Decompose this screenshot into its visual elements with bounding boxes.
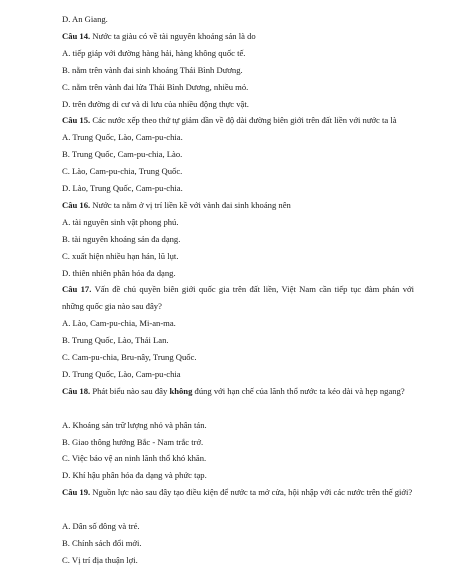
question-15 xyxy=(62,115,397,126)
answer-line: C. xuất hiện nhiều hạn hán, lũ lụt. xyxy=(62,250,179,261)
question-label: Câu 19. xyxy=(62,487,91,498)
question-emphasis: không xyxy=(169,385,193,396)
question-18 xyxy=(62,383,414,400)
answer-line: D. Khí hậu phân hóa đa dạng và phức tạp. xyxy=(62,470,207,481)
answer-line: B. Chính sách đổi mới. xyxy=(62,537,142,548)
answer-line: C. Vị trí địa thuận lợi. xyxy=(62,554,138,565)
question-label: Câu 17. xyxy=(62,284,92,295)
answer-line: B. nằm trên vành đai sinh khoáng Thái Bình Dương. xyxy=(62,64,243,75)
question-text: Các nước xếp theo thứ tự giảm dần về độ dài đường biên giới trên đất liền với nước ta là xyxy=(90,115,397,126)
answer-line: A. Dân số đông và trẻ. xyxy=(62,521,140,531)
question-text: Nước ta nằm ở vị trí liền kề với vành đai sinh khoáng nên xyxy=(90,199,291,210)
question-text: Phát biểu nào sau đây xyxy=(90,385,170,396)
answer-line: A. Trung Quốc, Lào, Cam-pu-chia. xyxy=(62,132,183,143)
answer-line: C. nằm trên vành đai lửa Thái Bình Dương, nhiều mỏ. xyxy=(62,81,249,92)
question-label: Câu 18. xyxy=(62,385,91,396)
answer-line: D. Trung Quốc, Lào, Cam-pu-chia xyxy=(62,368,181,379)
question-19 xyxy=(62,484,414,501)
answer-line: D. thiên nhiên phân hóa đa dạng. xyxy=(62,267,176,278)
answer-line: C. Việc bảo vệ an ninh lãnh thổ khó khăn. xyxy=(62,453,207,464)
question-label: Câu 15. xyxy=(62,115,91,126)
question-label: Câu 16. xyxy=(62,199,91,210)
answer-line: B. Trung Quốc, Lào, Thái Lan. xyxy=(62,335,169,346)
question-text: Vấn đề chủ quyền biên giới quốc gia trên đất liền, Việt Nam cần tiếp tục đàm phán với những quốc gia nào sau đây? xyxy=(62,284,414,312)
question-17 xyxy=(62,281,414,315)
question-16 xyxy=(62,200,291,211)
answer-line: A. tiếp giáp với đường hàng hải, hàng không quốc tế. xyxy=(62,47,246,58)
answer-line: B. Trung Quốc, Cam-pu-chia, Lào. xyxy=(62,149,183,160)
question-text: Nước ta giàu có về tài nguyên khoáng sản là do xyxy=(90,30,256,41)
answer-line: A. tài nguyên sinh vật phong phú. xyxy=(62,216,179,227)
answer-line: D. trên đường di cư và di lưu của nhiều động thực vật. xyxy=(62,98,249,109)
answer-line: D. Lào, Trung Quốc, Cam-pu-chia. xyxy=(62,183,183,193)
answer-line: A. Khoáng sản trữ lượng nhỏ và phân tán. xyxy=(62,419,207,430)
answer-line: B. Giao thông hướng Bắc - Nam trắc trở. xyxy=(62,436,204,447)
question-label: Câu 14. xyxy=(62,30,91,41)
question-text: đúng với hạn chế của lãnh thổ nước ta kéo dài và hẹp ngang? xyxy=(192,385,405,396)
answer-line: B. tài nguyên khoáng sản đa dạng. xyxy=(62,233,181,244)
answer-line: C. Lào, Cam-pu-chia, Trung Quốc. xyxy=(62,166,183,177)
answer-line: A. Lào, Cam-pu-chia, Mi-an-ma. xyxy=(62,318,176,329)
question-14 xyxy=(62,31,256,42)
answer-line: C. Cam-pu-chia, Bru-nây, Trung Quốc. xyxy=(62,352,197,362)
question-text: Nguồn lực nào sau đây tạo điều kiện để nước ta mở cửa, hội nhập với các nước trên thế giới? xyxy=(90,487,413,498)
answer-line: D. An Giang. xyxy=(62,14,108,24)
